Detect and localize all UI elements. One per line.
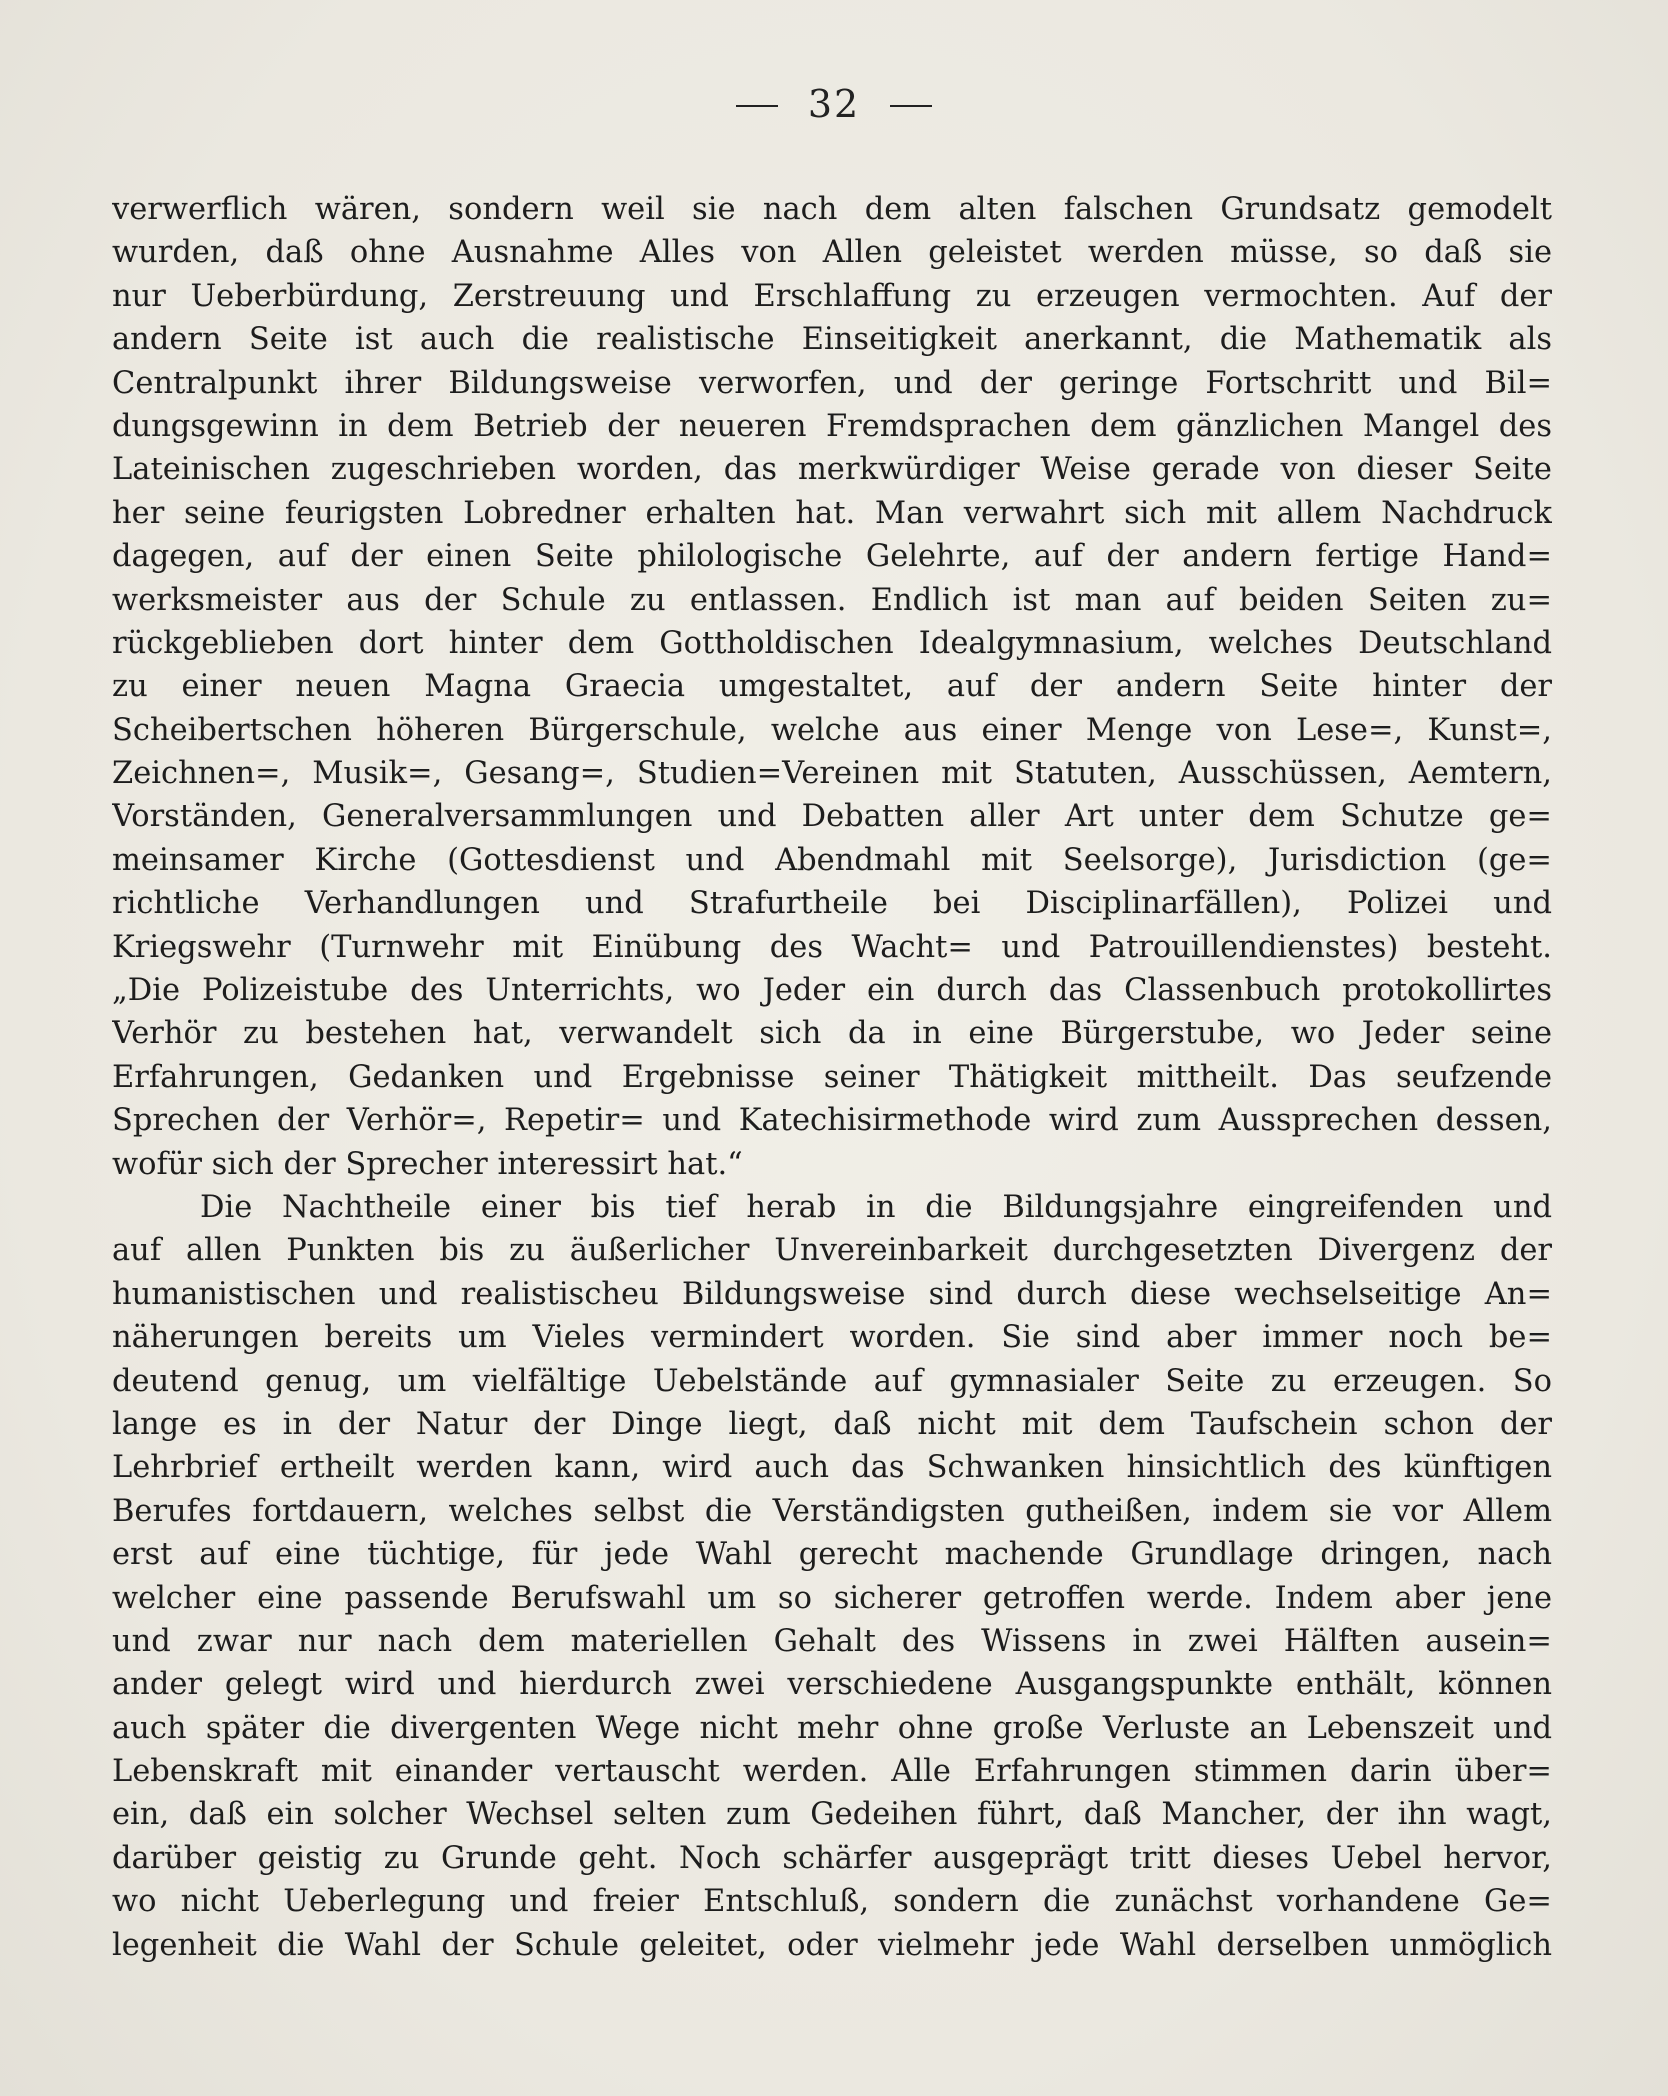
text-line: werksmeister aus der Schule zu entlassen. Endlich ist man auf beiden Seiten zu=	[112, 582, 1552, 618]
text-line: wurden, daß ohne Ausnahme Alles von Allen geleistet werden müsse, so daß sie	[112, 235, 1552, 271]
text-line: wofür sich der Sprecher interessirt hat.“	[112, 1146, 743, 1182]
page-number-header	[0, 82, 1668, 126]
text-line: „Die Polizeistube des Unterrichts, wo Jeder ein durch das Classenbuch protokollirtes	[112, 973, 1552, 1009]
text-line: dagegen, auf der einen Seite philologische Gelehrte, auf der andern fertige Hand=	[112, 539, 1552, 575]
text-line: nur Ueberbürdung, Zerstreuung und Erschlaffung zu erzeugen vermochten. Auf der	[112, 278, 1552, 314]
text-line: darüber geistig zu Grunde geht. Noch schärfer ausgeprägt tritt dieses Uebel hervor,	[112, 1840, 1552, 1876]
text-line: Lateinischen zugeschrieben worden, das merkwürdiger Weise gerade von dieser Seite	[112, 452, 1552, 488]
text-line: Erfahrungen, Gedanken und Ergebnisse seiner Thätigkeit mittheilt. Das seufzende	[112, 1059, 1552, 1095]
text-line: her seine feurigsten Lobredner erhalten hat. Man verwahrt sich mit allem Nachdruck	[112, 495, 1552, 531]
body-text	[112, 188, 1552, 1967]
text-line: meinsamer Kirche (Gottesdienst und Abendmahl mit Seelsorge), Jurisdiction (ge=	[112, 842, 1552, 878]
text-line: erst auf eine tüchtige, für jede Wahl gerecht machende Grundlage dringen, nach	[112, 1537, 1552, 1573]
text-line: zu einer neuen Magna Graecia umgestaltet, auf der andern Seite hinter der	[112, 669, 1552, 705]
text-line: ein, daß ein solcher Wechsel selten zum Gedeihen führt, daß Mancher, der ihn wagt,	[112, 1797, 1552, 1833]
header-dash-right	[890, 105, 932, 107]
text-line: Sprechen der Verhör=, Repetir= und Katechisirmethode wird zum Aussprechen dessen,	[112, 1103, 1552, 1139]
text-line: auf allen Punkten bis zu äußerlicher Unvereinbarkeit durchgesetzten Divergenz der	[112, 1233, 1552, 1269]
text-line: richtliche Verhandlungen und Strafurtheile bei Disciplinarfällen), Polizei und	[112, 886, 1552, 922]
text-line: Kriegswehr (Turnwehr mit Einübung des Wacht= und Patrouillendienstes) besteht.	[112, 929, 1552, 965]
text-line: dungsgewinn in dem Betrieb der neueren Fremdsprachen dem gänzlichen Mangel des	[112, 408, 1552, 444]
text-line: Vorständen, Generalversammlungen und Debatten aller Art unter dem Schutze ge=	[112, 799, 1552, 835]
page-number: 32	[807, 82, 861, 126]
text-line: rückgeblieben dort hinter dem Gottholdischen Idealgymnasium, welches Deutschland	[112, 625, 1552, 661]
text-line: ander gelegt wird und hierdurch zwei verschiedene Ausgangspunkte enthält, können	[112, 1667, 1552, 1703]
text-line: Die Nachtheile einer bis tief herab in die Bildungsjahre eingreifenden und	[200, 1189, 1552, 1225]
text-line: Verhör zu bestehen hat, verwandelt sich da in eine Bürgerstube, wo Jeder seine	[112, 1016, 1552, 1052]
text-line: näherungen bereits um Vieles vermindert worden. Sie sind aber immer noch be=	[112, 1320, 1552, 1356]
text-line: legenheit die Wahl der Schule geleitet, oder vielmehr jede Wahl derselben unmöglich	[112, 1927, 1552, 1963]
text-line: auch später die divergenten Wege nicht mehr ohne große Verluste an Lebenszeit und	[112, 1710, 1552, 1746]
text-line: andern Seite ist auch die realistische Einseitigkeit anerkannt, die Mathematik als	[112, 322, 1552, 358]
text-line: verwerflich wären, sondern weil sie nach dem alten falschen Grundsatz gemodelt	[112, 192, 1552, 227]
text-line: deutend genug, um vielfältige Uebelstände auf gymnasialer Seite zu erzeugen. So	[112, 1363, 1552, 1399]
text-line: Centralpunkt ihrer Bildungsweise verworfen, und der geringe Fortschritt und Bil=	[112, 365, 1552, 401]
header-dash-left	[736, 105, 778, 107]
paragraph-2	[112, 1186, 1552, 1967]
text-line: Berufes fortdauern, welches selbst die Verständigsten gutheißen, indem sie vor Allem	[112, 1493, 1552, 1529]
text-line: Scheibertschen höheren Bürgerschule, welche aus einer Menge von Lese=, Kunst=,	[112, 712, 1552, 748]
text-line: lange es in der Natur der Dinge liegt, daß nicht mit dem Taufschein schon der	[112, 1406, 1552, 1442]
text-line: Zeichnen=, Musik=, Gesang=, Studien=Vereinen mit Statuten, Ausschüssen, Aemtern,	[112, 756, 1552, 792]
text-line: welcher eine passende Berufswahl um so sicherer getroffen werde. Indem aber jene	[112, 1580, 1552, 1616]
text-line: wo nicht Ueberlegung und freier Entschluß, sondern die zunächst vorhandene Ge=	[112, 1884, 1552, 1920]
text-line: Lebenskraft mit einander vertauscht werden. Alle Erfahrungen stimmen darin über=	[112, 1754, 1552, 1790]
text-line: humanistischen und realistischeu Bildungsweise sind durch diese wechselseitige An=	[112, 1276, 1552, 1312]
text-line: und zwar nur nach dem materiellen Gehalt des Wissens in zwei Hälften ausein=	[112, 1623, 1552, 1659]
paragraph-1	[112, 188, 1552, 1186]
text-line: Lehrbrief ertheilt werden kann, wird auch das Schwanken hinsichtlich des künftigen	[112, 1450, 1552, 1486]
